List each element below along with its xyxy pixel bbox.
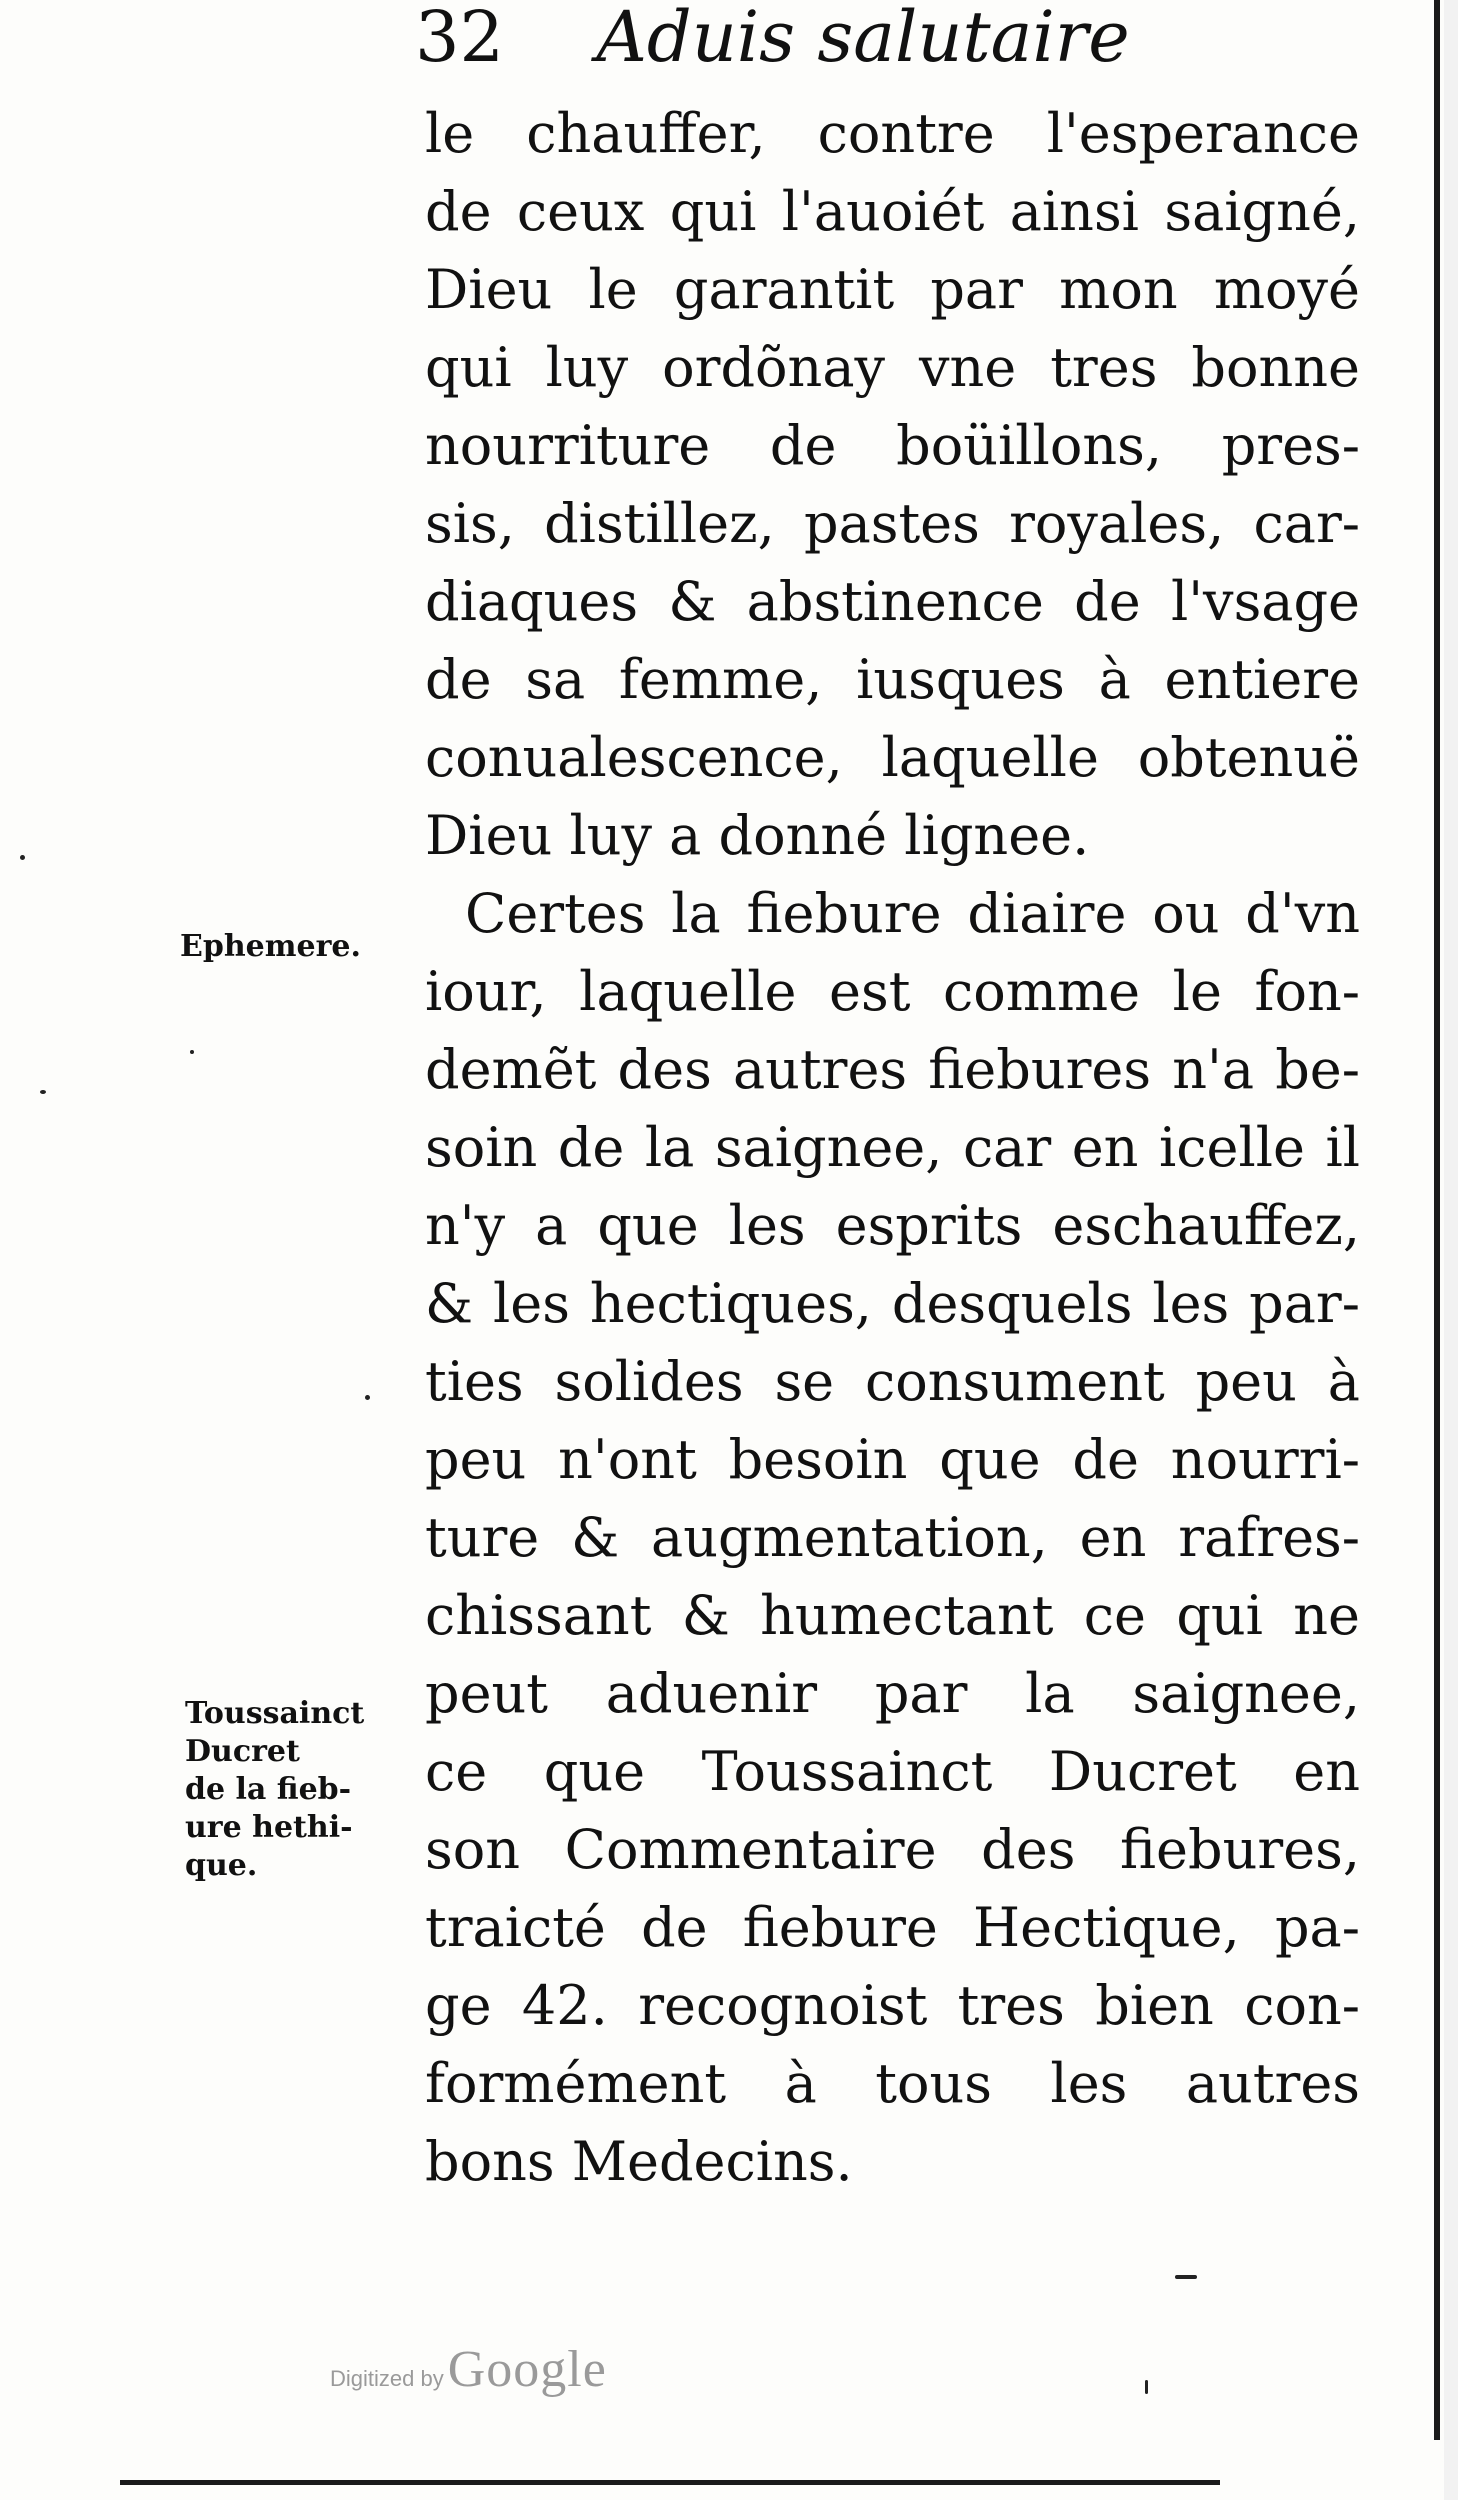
- body-text: [425, 95, 1360, 2201]
- text-line: de sa femme, iusques à entiere: [425, 648, 1360, 711]
- ink-speck: [190, 1050, 194, 1054]
- text-line: de ceux qui l'auoiét ainsi saigné,: [425, 180, 1360, 243]
- margin-note-line: Ducret: [185, 1734, 300, 1769]
- text-line: sis, distillez, pastes royales, car-: [425, 492, 1360, 555]
- text-line: bons Medecins.: [425, 2130, 853, 2193]
- page-edge-shadow: [1444, 0, 1458, 2500]
- text-line: n'y a que les esprits eschauffez,: [425, 1194, 1360, 1257]
- text-line: Certes la fiebure diaire ou d'vn: [465, 882, 1360, 945]
- page-header: [415, 0, 1130, 78]
- text-line: iour, laquelle est comme le fon-: [425, 960, 1360, 1023]
- text-line: ture & augmentation, en rafres-: [425, 1506, 1360, 1569]
- ink-speck: [1175, 2275, 1197, 2279]
- text-line: soin de la saignee, car en icelle il: [425, 1116, 1360, 1179]
- google-watermark: [330, 2340, 607, 2399]
- text-line: son Commentaire des fiebures,: [425, 1818, 1360, 1881]
- text-line: ge 42. recognoist tres bien con-: [425, 1974, 1360, 2037]
- margin-note-line: de la fieb-: [185, 1772, 352, 1807]
- text-line: Dieu le garantit par mon moyé: [425, 258, 1360, 321]
- margin-note-line: Toussainct: [185, 1696, 365, 1731]
- text-line: formément à tous les autres: [425, 2052, 1360, 2115]
- text-line: diaques & abstinence de l'vsage: [425, 570, 1360, 633]
- margin-note-line: ure hethi-: [185, 1810, 353, 1845]
- ink-speck: [20, 855, 25, 860]
- text-line: peu n'ont besoin que de nourri-: [425, 1428, 1360, 1491]
- text-line: conualescence, laquelle obtenuë: [425, 726, 1360, 789]
- margin-note-ephemere: Ephemere.: [180, 929, 361, 964]
- text-line: demẽt des autres fiebures n'a be-: [425, 1038, 1360, 1101]
- text-line: nourriture de boüillons, pres-: [425, 414, 1360, 477]
- margin-note-ducret: [185, 1695, 364, 1885]
- digitized-by-label: Digitized by: [330, 2366, 444, 2391]
- page-edge-line: [1434, 0, 1440, 2440]
- margin-note-line: que.: [185, 1848, 258, 1883]
- bottom-rule: [120, 2480, 1220, 2485]
- text-line: peut aduenir par la saignee,: [425, 1662, 1360, 1725]
- ink-speck: [40, 1090, 46, 1094]
- text-line: chissant & humectant ce qui ne: [425, 1584, 1360, 1647]
- page-number: 32: [415, 0, 505, 78]
- text-line: ce que Toussainct Ducret en: [425, 1740, 1360, 1803]
- google-logo: Google: [447, 2341, 607, 2398]
- ink-speck: [365, 1395, 370, 1400]
- text-line: ties solides se consument peu à: [425, 1350, 1360, 1413]
- ink-speck: [1145, 2380, 1148, 2394]
- text-line: traicté de fiebure Hectique, pa-: [425, 1896, 1360, 1959]
- text-line: qui luy ordõnay vne tres bonne: [425, 336, 1360, 399]
- running-title: Aduis salutaire: [596, 0, 1130, 78]
- text-line: le chauffer, contre l'esperance: [425, 102, 1360, 165]
- text-line: Dieu luy a donné lignee.: [425, 804, 1090, 867]
- text-line: & les hectiques, desquels les par-: [425, 1272, 1360, 1335]
